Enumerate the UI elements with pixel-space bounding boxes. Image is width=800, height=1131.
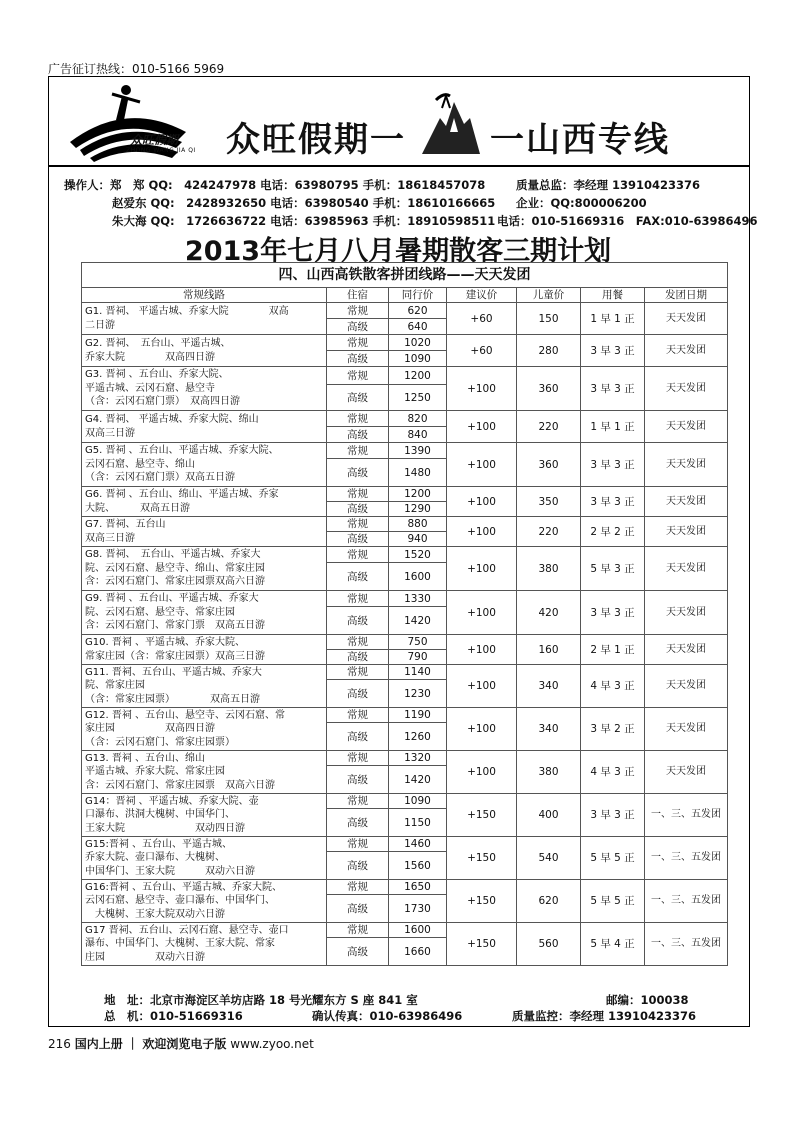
route-description bbox=[82, 443, 327, 487]
child-price: 220 bbox=[517, 517, 581, 547]
route-description bbox=[82, 635, 327, 665]
departure-schedule: 天天发团 bbox=[645, 751, 728, 794]
route-line: 双高三日游 bbox=[85, 532, 135, 544]
child-price: 400 bbox=[517, 794, 581, 837]
peer-price: 640 bbox=[389, 319, 447, 335]
page-title: 2013年七月八月暑期散客三期计划 bbox=[184, 236, 612, 267]
peer-price: 1260 bbox=[389, 723, 447, 751]
peer-price: 1330 bbox=[389, 591, 447, 607]
route-line: （含：云冈石窟门票） 双高四日游 bbox=[85, 396, 240, 408]
contact-line-2: 赵爱东 QQ: 2428932650 电话：63980540 手机：18610166665 bbox=[112, 196, 496, 210]
route-line: 中国华门、王家大院 双动六日游 bbox=[85, 865, 255, 877]
logo-text: 众旺假期 bbox=[130, 133, 179, 147]
table-row bbox=[82, 547, 728, 563]
lodging-tier: 高级 bbox=[327, 895, 389, 923]
meals: 3 早 3 正 bbox=[581, 487, 645, 517]
child-price: 560 bbox=[517, 923, 581, 966]
lodging-tier: 高级 bbox=[327, 938, 389, 966]
route-line: 院、常家庄园 bbox=[85, 680, 145, 692]
child-price: 340 bbox=[517, 665, 581, 708]
mountain-icon bbox=[420, 88, 482, 156]
lodging-tier: 高级 bbox=[327, 680, 389, 708]
departure-schedule: 一、三、五发团 bbox=[645, 880, 728, 923]
lodging-tier: 常规 bbox=[327, 635, 389, 650]
table-row bbox=[82, 303, 728, 319]
lodging-tier: 常规 bbox=[327, 335, 389, 351]
table-row bbox=[82, 591, 728, 607]
child-price: 420 bbox=[517, 591, 581, 635]
peer-price: 1090 bbox=[389, 794, 447, 809]
meals: 3 早 3 正 bbox=[581, 335, 645, 367]
route-line: 含：云冈石窟门、常家庄园票双高六日游 bbox=[85, 576, 265, 588]
lodging-tier: 常规 bbox=[327, 303, 389, 319]
route-line: G12. 晋祠 、五台山、悬空寺、云冈石窟、常 bbox=[85, 709, 286, 721]
lodging-tier: 常规 bbox=[327, 751, 389, 766]
lodging-tier: 高级 bbox=[327, 459, 389, 487]
route-line: 含：云冈石窟门、常家门票 双高五日游 bbox=[85, 620, 265, 632]
route-line: G2. 晋祠、 五台山、平遥古城、 bbox=[85, 338, 231, 350]
welcome-text: 欢迎浏览电子版 bbox=[142, 1037, 227, 1051]
route-line: G4. 晋祠、 平遥古城、乔家大院、绵山 bbox=[85, 414, 259, 426]
lodging-tier: 高级 bbox=[327, 766, 389, 794]
suggested-price: +100 bbox=[447, 708, 517, 751]
lodging-tier: 高级 bbox=[327, 852, 389, 880]
route-line: G10. 晋祠 、平遥古城、乔家大院、 bbox=[85, 637, 246, 649]
route-line: （含：云冈石窟门、常家庄园票） bbox=[85, 736, 235, 748]
route-line: 含：云冈石窟门、常家庄园票 双高六日游 bbox=[85, 779, 275, 791]
address: 地 址：北京市海淀区羊坊店路 18 号光耀东方 S 座 841 室 bbox=[104, 993, 418, 1007]
route-description bbox=[82, 923, 327, 966]
phone-fax: 电话：010-51669316 FAX:010-63986496 bbox=[497, 214, 758, 228]
meals: 5 早 5 正 bbox=[581, 837, 645, 880]
route-line: （含：云冈石窟门票）双高五日游 bbox=[85, 472, 235, 484]
peer-price: 1730 bbox=[389, 895, 447, 923]
table-row bbox=[82, 517, 728, 532]
departure-schedule: 天天发团 bbox=[645, 487, 728, 517]
company-qq: 企业：QQ:800006200 bbox=[516, 196, 647, 210]
suggested-price: +150 bbox=[447, 794, 517, 837]
lodging-tier: 高级 bbox=[327, 351, 389, 367]
table-row bbox=[82, 443, 728, 459]
suggested-price: +100 bbox=[447, 367, 517, 411]
route-line: 院、云冈石窟、悬空寺、绵山、常家庄园 bbox=[85, 562, 265, 574]
brand-left: 众旺假期一 bbox=[226, 120, 406, 160]
website-link[interactable]: www.zyoo.net bbox=[230, 1037, 314, 1051]
departure-schedule: 天天发团 bbox=[645, 591, 728, 635]
route-line: 王家大院 双动四日游 bbox=[85, 822, 245, 834]
suggested-price: +150 bbox=[447, 837, 517, 880]
route-line: 庄园 双动六日游 bbox=[85, 951, 205, 963]
route-description bbox=[82, 303, 327, 335]
lodging-tier: 常规 bbox=[327, 880, 389, 895]
lodging-tier: 常规 bbox=[327, 708, 389, 723]
route-line: 大院、 双高五日游 bbox=[85, 502, 190, 514]
table-row bbox=[82, 635, 728, 650]
contact-line-1: 操作人：郑 郑 QQ: 424247978 电话：63980795 手机：18618457078 bbox=[64, 178, 486, 192]
route-line: 口瀑布、洪洞大槐树、中国华门、 bbox=[85, 809, 235, 821]
lodging-tier: 常规 bbox=[327, 517, 389, 532]
peer-price: 880 bbox=[389, 517, 447, 532]
route-line: （含：常家庄园票） 双高五日游 bbox=[85, 693, 260, 705]
peer-price: 1600 bbox=[389, 923, 447, 938]
route-line: 院、云冈石窟、悬空寺、常家庄园 bbox=[85, 606, 235, 618]
peer-price: 1480 bbox=[389, 459, 447, 487]
page-footer: 216 国内上册 ｜ 欢迎浏览电子版 www.zyoo.net bbox=[48, 1037, 314, 1051]
lodging-tier: 常规 bbox=[327, 547, 389, 563]
departure-schedule: 天天发团 bbox=[645, 708, 728, 751]
table-row bbox=[82, 411, 728, 427]
peer-price: 1320 bbox=[389, 751, 447, 766]
suggested-price: +100 bbox=[447, 635, 517, 665]
peer-price: 750 bbox=[389, 635, 447, 650]
peer-price: 1460 bbox=[389, 837, 447, 852]
route-description bbox=[82, 794, 327, 837]
suggested-price: +100 bbox=[447, 665, 517, 708]
route-line: G1. 晋祠、 平遥古城、乔家大院 双高 bbox=[85, 306, 289, 318]
suggested-price: +100 bbox=[447, 591, 517, 635]
main-phone: 总 机：010-51669316 bbox=[104, 1009, 243, 1023]
route-line: G15:晋祠 、五台山、平遥古城、 bbox=[85, 838, 233, 850]
route-line: G11. 晋祠、五台山、平遥古城、乔家大 bbox=[85, 666, 262, 678]
lodging-tier: 高级 bbox=[327, 385, 389, 411]
lodging-tier: 高级 bbox=[327, 650, 389, 665]
route-description bbox=[82, 665, 327, 708]
table-caption: 四、山西高铁散客拼团线路——天天发团 bbox=[82, 263, 728, 288]
route-line: G5. 晋祠 、五台山、平遥古城、乔家大院、 bbox=[85, 445, 279, 457]
suggested-price: +60 bbox=[447, 303, 517, 335]
ad-hotline: 广告征订热线：010-5166 5969 bbox=[48, 62, 225, 76]
peer-price: 1600 bbox=[389, 563, 447, 591]
suggested-price: +60 bbox=[447, 335, 517, 367]
col-header-departure: 发团日期 bbox=[645, 288, 728, 303]
peer-price: 1290 bbox=[389, 502, 447, 517]
route-line: G6. 晋祠 、五台山、绵山、平遥古城、乔家 bbox=[85, 489, 279, 501]
child-price: 540 bbox=[517, 837, 581, 880]
departure-schedule: 天天发团 bbox=[645, 411, 728, 443]
route-description bbox=[82, 708, 327, 751]
suggested-price: +150 bbox=[447, 923, 517, 966]
peer-price: 1020 bbox=[389, 335, 447, 351]
lodging-tier: 常规 bbox=[327, 837, 389, 852]
suggested-price: +100 bbox=[447, 411, 517, 443]
meals: 3 早 2 正 bbox=[581, 708, 645, 751]
meals: 3 早 3 正 bbox=[581, 591, 645, 635]
lodging-tier: 高级 bbox=[327, 723, 389, 751]
lodging-tier: 常规 bbox=[327, 411, 389, 427]
suggested-price: +100 bbox=[447, 517, 517, 547]
child-price: 360 bbox=[517, 367, 581, 411]
child-price: 160 bbox=[517, 635, 581, 665]
meals: 3 早 3 正 bbox=[581, 443, 645, 487]
departure-schedule: 天天发团 bbox=[645, 303, 728, 335]
peer-price: 1420 bbox=[389, 766, 447, 794]
meals: 4 早 3 正 bbox=[581, 665, 645, 708]
departure-schedule: 天天发团 bbox=[645, 547, 728, 591]
suggested-price: +100 bbox=[447, 487, 517, 517]
meals: 4 早 3 正 bbox=[581, 751, 645, 794]
route-line: G3. 晋祠 、五台山、乔家大院、 bbox=[85, 369, 229, 381]
child-price: 620 bbox=[517, 880, 581, 923]
peer-price: 1140 bbox=[389, 665, 447, 680]
route-line: 二日游 bbox=[85, 319, 115, 331]
table-row bbox=[82, 708, 728, 723]
child-price: 380 bbox=[517, 547, 581, 591]
child-price: 350 bbox=[517, 487, 581, 517]
child-price: 280 bbox=[517, 335, 581, 367]
route-table bbox=[81, 262, 728, 966]
departure-schedule: 天天发团 bbox=[645, 367, 728, 411]
departure-schedule: 天天发团 bbox=[645, 517, 728, 547]
suggested-price: +100 bbox=[447, 443, 517, 487]
departure-schedule: 天天发团 bbox=[645, 335, 728, 367]
peer-price: 1090 bbox=[389, 351, 447, 367]
quality-monitor: 质量监控：李经理 13910423376 bbox=[512, 1009, 697, 1023]
table-row bbox=[82, 923, 728, 938]
peer-price: 1520 bbox=[389, 547, 447, 563]
peer-price: 1200 bbox=[389, 367, 447, 385]
child-price: 360 bbox=[517, 443, 581, 487]
lodging-tier: 常规 bbox=[327, 367, 389, 385]
page-number: 216 bbox=[48, 1037, 71, 1051]
route-line: 平遥古城、云冈石窟、悬空寺 bbox=[85, 382, 215, 394]
child-price: 150 bbox=[517, 303, 581, 335]
table-row bbox=[82, 487, 728, 502]
table-row bbox=[82, 880, 728, 895]
departure-schedule: 一、三、五发团 bbox=[645, 923, 728, 966]
meals: 3 早 3 正 bbox=[581, 367, 645, 411]
route-line: 平遥古城、乔家大院、常家庄园 bbox=[85, 766, 225, 778]
route-line: G14：晋祠 、平遥古城、乔家大院、壶 bbox=[85, 795, 259, 807]
table-row bbox=[82, 335, 728, 351]
route-description bbox=[82, 487, 327, 517]
peer-price: 1200 bbox=[389, 487, 447, 502]
meals: 5 早 3 正 bbox=[581, 547, 645, 591]
col-header-meals: 用餐 bbox=[581, 288, 645, 303]
postcode: 邮编：100038 bbox=[606, 993, 689, 1007]
peer-price: 1390 bbox=[389, 443, 447, 459]
section-name: 国内上册 bbox=[74, 1037, 123, 1051]
departure-schedule: 一、三、五发团 bbox=[645, 794, 728, 837]
route-line: 常家庄园（含：常家庄园票）双高三日游 bbox=[85, 650, 265, 662]
route-description bbox=[82, 880, 327, 923]
meals: 2 早 2 正 bbox=[581, 517, 645, 547]
peer-price: 1420 bbox=[389, 607, 447, 635]
route-line: 大槐树、王家大院双动六日游 bbox=[85, 908, 225, 920]
route-line: G13. 晋祠 、五台山、绵山 bbox=[85, 752, 206, 764]
table-row bbox=[82, 367, 728, 385]
child-price: 340 bbox=[517, 708, 581, 751]
route-line: 云冈石窟、悬空寺、壶口瀑布、中国华门、 bbox=[85, 895, 275, 907]
lodging-tier: 高级 bbox=[327, 809, 389, 837]
route-line: G8. 晋祠、 五台山、平遥古城、乔家大 bbox=[85, 549, 261, 561]
suggested-price: +100 bbox=[447, 751, 517, 794]
route-line: 双高三日游 bbox=[85, 427, 135, 439]
lodging-tier: 高级 bbox=[327, 532, 389, 547]
lodging-tier: 常规 bbox=[327, 487, 389, 502]
logo-subtitle: ZHONG WANG JIA QI bbox=[126, 147, 196, 154]
route-description bbox=[82, 335, 327, 367]
meals: 5 早 5 正 bbox=[581, 880, 645, 923]
table-row bbox=[82, 794, 728, 809]
route-line: 乔家大院、壶口瀑布、大槐树、 bbox=[85, 852, 225, 864]
peer-price: 1650 bbox=[389, 880, 447, 895]
route-description bbox=[82, 411, 327, 443]
col-header-child-price: 儿童价 bbox=[517, 288, 581, 303]
departure-schedule: 天天发团 bbox=[645, 443, 728, 487]
col-header-lodging: 住宿 bbox=[327, 288, 389, 303]
meals: 5 早 4 正 bbox=[581, 923, 645, 966]
peer-price: 1660 bbox=[389, 938, 447, 966]
route-line: G9. 晋祠 、五台山、平遥古城、乔家大 bbox=[85, 593, 259, 605]
lodging-tier: 高级 bbox=[327, 502, 389, 517]
contact-line-3: 朱大海 QQ: 1726636722 电话：63985963 手机：18910598511 bbox=[112, 214, 496, 228]
peer-price: 790 bbox=[389, 650, 447, 665]
route-line: 乔家大院 双高四日游 bbox=[85, 351, 215, 363]
route-line: 瀑布、中国华门、大槐树、王家大院、常家 bbox=[85, 938, 275, 950]
lodging-tier: 高级 bbox=[327, 319, 389, 335]
meals: 3 早 3 正 bbox=[581, 794, 645, 837]
route-line: G16:晋祠 、五台山、平遥古城、乔家大院、 bbox=[85, 881, 283, 893]
peer-price: 820 bbox=[389, 411, 447, 427]
meals: 1 早 1 正 bbox=[581, 303, 645, 335]
peer-price: 1560 bbox=[389, 852, 447, 880]
table-row bbox=[82, 837, 728, 852]
peer-price: 940 bbox=[389, 532, 447, 547]
peer-price: 1150 bbox=[389, 809, 447, 837]
header-rule bbox=[48, 165, 750, 167]
peer-price: 1190 bbox=[389, 708, 447, 723]
table-row bbox=[82, 665, 728, 680]
route-line: G7. 晋祠、五台山 bbox=[85, 519, 166, 531]
departure-schedule: 一、三、五发团 bbox=[645, 837, 728, 880]
lodging-tier: 高级 bbox=[327, 607, 389, 635]
route-description bbox=[82, 751, 327, 794]
lodging-tier: 常规 bbox=[327, 794, 389, 809]
child-price: 380 bbox=[517, 751, 581, 794]
route-description bbox=[82, 837, 327, 880]
brand-right: 一山西专线 bbox=[490, 120, 670, 160]
lodging-tier: 常规 bbox=[327, 923, 389, 938]
lodging-tier: 高级 bbox=[327, 427, 389, 443]
suggested-price: +100 bbox=[447, 547, 517, 591]
route-description bbox=[82, 591, 327, 635]
lodging-tier: 常规 bbox=[327, 665, 389, 680]
suggested-price: +150 bbox=[447, 880, 517, 923]
route-description bbox=[82, 367, 327, 411]
peer-price: 620 bbox=[389, 303, 447, 319]
meals: 1 早 1 正 bbox=[581, 411, 645, 443]
col-header-peer-price: 同行价 bbox=[389, 288, 447, 303]
route-line: 家庄园 双高四日游 bbox=[85, 723, 215, 735]
quality-director: 质量总监：李经理 13910423376 bbox=[516, 178, 701, 192]
route-line: G17 晋祠、五台山、云冈石窟、悬空寺、壶口 bbox=[85, 924, 289, 936]
lodging-tier: 常规 bbox=[327, 591, 389, 607]
peer-price: 1230 bbox=[389, 680, 447, 708]
route-line: 云冈石窟、悬空寺、绵山 bbox=[85, 458, 195, 470]
departure-schedule: 天天发团 bbox=[645, 635, 728, 665]
peer-price: 1250 bbox=[389, 385, 447, 411]
col-header-suggested-price: 建议价 bbox=[447, 288, 517, 303]
col-header-route: 常规线路 bbox=[82, 288, 327, 303]
meals: 2 早 1 正 bbox=[581, 635, 645, 665]
departure-schedule: 天天发团 bbox=[645, 665, 728, 708]
lodging-tier: 常规 bbox=[327, 443, 389, 459]
route-description bbox=[82, 547, 327, 591]
peer-price: 840 bbox=[389, 427, 447, 443]
table-row bbox=[82, 751, 728, 766]
confirm-fax: 确认传真：010-63986496 bbox=[312, 1009, 463, 1023]
child-price: 220 bbox=[517, 411, 581, 443]
route-description bbox=[82, 517, 327, 547]
lodging-tier: 高级 bbox=[327, 563, 389, 591]
